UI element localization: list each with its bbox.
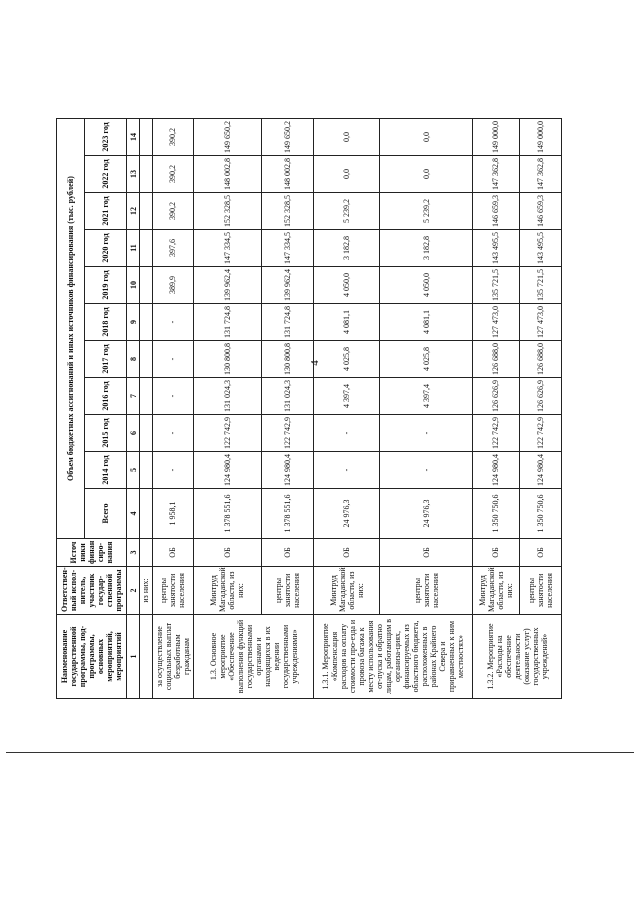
row-value: - [152, 452, 193, 489]
row-name [140, 615, 153, 699]
row-executor: центры занятости населения [152, 567, 193, 615]
row-value: 130 800,8 [193, 341, 261, 378]
row-value: 127 473,0 [519, 304, 561, 341]
row-value [140, 452, 153, 489]
row-value: - [380, 415, 473, 452]
row-value: 397,6 [152, 230, 193, 267]
table-row [261, 118, 314, 698]
row-source: ОБ [519, 539, 561, 567]
header-funding-group: Объем бюджетных ассигнований и иных источников финансирования (тыс. рублей) [57, 118, 85, 538]
row-value: 131 724,8 [261, 304, 314, 341]
row-executor: из них: [140, 567, 153, 615]
row-total: 1 378 551,6 [261, 489, 314, 539]
header-source: Источ ники финан сиро-вания [57, 539, 127, 567]
row-value: 126 626,9 [519, 378, 561, 415]
row-executor: Минтруд Магаданской области, из них: [473, 567, 520, 615]
row-executor: центры занятости населения [261, 567, 314, 615]
row-value: 0,0 [380, 156, 473, 193]
row-value: 3 182,8 [380, 230, 473, 267]
column-number: 7 [127, 378, 140, 415]
table-row [519, 118, 561, 698]
row-total: 24 976,3 [314, 489, 380, 539]
row-value: - [314, 415, 380, 452]
row-value: 147 362,8 [473, 156, 520, 193]
row-value: 0,0 [380, 118, 473, 155]
row-value: 152 328,5 [261, 193, 314, 230]
header-year: 2015 год [85, 415, 127, 452]
row-value: 5 239,2 [314, 193, 380, 230]
row-value: 130 800,8 [261, 341, 314, 378]
row-source: ОБ [473, 539, 520, 567]
header-year: 2019 год [85, 267, 127, 304]
row-value: 147 334,5 [193, 230, 261, 267]
row-value: - [152, 341, 193, 378]
page-number: 4 [308, 360, 321, 366]
table-row [380, 118, 473, 698]
header-year: 2016 год [85, 378, 127, 415]
header-year: 2021 год [85, 193, 127, 230]
row-source: ОБ [380, 539, 473, 567]
row-total: 1 350 750,6 [519, 489, 561, 539]
row-value: 390,2 [152, 118, 193, 155]
row-value: 3 182,8 [314, 230, 380, 267]
row-value [140, 304, 153, 341]
row-value: 135 721,5 [473, 267, 520, 304]
row-source [140, 539, 153, 567]
row-value [140, 378, 153, 415]
row-value: 139 962,4 [261, 267, 314, 304]
row-value: 124 980,4 [193, 452, 261, 489]
row-value: 148 002,8 [193, 156, 261, 193]
row-source: ОБ [193, 539, 261, 567]
row-value: 149 000,0 [519, 118, 561, 155]
row-executor: Минтруд Магаданской области, из них: [193, 567, 261, 615]
column-number: 5 [127, 452, 140, 489]
separator-line [6, 752, 634, 753]
row-value: 389,9 [152, 267, 193, 304]
row-total: 1 378 551,6 [193, 489, 261, 539]
table-row [193, 118, 261, 698]
column-number: 6 [127, 415, 140, 452]
column-number: 12 [127, 193, 140, 230]
column-number: 3 [127, 539, 140, 567]
row-value: 4 081,1 [380, 304, 473, 341]
header-executor: Ответствен-ный испол-нитель, участник государ-ственной программы [57, 567, 127, 615]
row-value: 390,2 [152, 156, 193, 193]
row-value [140, 267, 153, 304]
row-value [140, 341, 153, 378]
row-value: 124 980,4 [261, 452, 314, 489]
table-row [140, 118, 153, 698]
header-year: 2014 год [85, 452, 127, 489]
column-number: 2 [127, 567, 140, 615]
column-number: 10 [127, 267, 140, 304]
row-value: 4 025,8 [380, 341, 473, 378]
row-value: 143 495,5 [519, 230, 561, 267]
header-year: 2023 год [85, 118, 127, 155]
row-value: 4 050,0 [314, 267, 380, 304]
row-value: - [314, 452, 380, 489]
row-value: 127 473,0 [473, 304, 520, 341]
row-value: 4 397,4 [380, 378, 473, 415]
budget-table [56, 118, 562, 699]
header-year: 2020 год [85, 230, 127, 267]
header-year: 2022 год [85, 156, 127, 193]
row-value [140, 415, 153, 452]
row-value: 149 650,2 [193, 118, 261, 155]
row-value [140, 230, 153, 267]
row-executor: центры занятости населения [519, 567, 561, 615]
row-value: 4 050,0 [380, 267, 473, 304]
row-value: 126 688,0 [519, 341, 561, 378]
row-name: 1.3.1. Мероприятие «Компенсация расходов на оплату стоимости про-езда и провоза багажа к месту использования от-пуска и обратно лицам, работающим в организа-циях, финансируемых из областного бюджета, расположенных в районах Крайнего Севера и приравненных к ним местностях» [314, 615, 473, 699]
row-value: 131 724,8 [193, 304, 261, 341]
budget-table-container [56, 119, 562, 699]
row-name: 1.3.2. Мероприятие «Расходы на обеспечение деятельности (оказание услуг) государственных учреждений» [473, 615, 562, 699]
row-value: 149 000,0 [473, 118, 520, 155]
row-value: 0,0 [314, 156, 380, 193]
header-total: Всего [85, 489, 127, 539]
header-name: Наименование государственной программы, под-программы, основных мероприятий, мероприятий [57, 615, 127, 699]
row-value: - [152, 378, 193, 415]
row-source: ОБ [152, 539, 193, 567]
row-value: 5 239,2 [380, 193, 473, 230]
row-value: - [152, 304, 193, 341]
header-year: 2018 год [85, 304, 127, 341]
row-value: 148 002,8 [261, 156, 314, 193]
row-source: ОБ [314, 539, 380, 567]
row-value: 124 980,4 [473, 452, 520, 489]
row-value: 131 024,3 [261, 378, 314, 415]
column-number: 4 [127, 489, 140, 539]
row-executor: центры занятости населения [380, 567, 473, 615]
row-source: ОБ [261, 539, 314, 567]
row-name: 1.3. Основное мероприятие «Обеспечение выполнения функций государственными органами и находящихся в их ведении государственными учреждениями» [193, 615, 314, 699]
column-number: 9 [127, 304, 140, 341]
row-value: 4 397,4 [314, 378, 380, 415]
row-value: 146 659,3 [519, 193, 561, 230]
row-value: - [380, 452, 473, 489]
column-number: 14 [127, 118, 140, 155]
row-total: 1 958,1 [152, 489, 193, 539]
row-value: 124 980,4 [519, 452, 561, 489]
row-value: 131 024,3 [193, 378, 261, 415]
row-executor: Минтруд Магаданской области, из них: [314, 567, 380, 615]
table-row [473, 118, 520, 698]
row-value: - [152, 415, 193, 452]
row-value: 390,2 [152, 193, 193, 230]
row-value: 122 742,9 [519, 415, 561, 452]
row-value: 122 742,9 [261, 415, 314, 452]
row-value: 147 334,5 [261, 230, 314, 267]
column-number: 13 [127, 156, 140, 193]
row-value: 147 362,8 [519, 156, 561, 193]
table-row [152, 118, 193, 698]
table-row [314, 118, 380, 698]
row-value: 126 688,0 [473, 341, 520, 378]
row-value: 4 025,8 [314, 341, 380, 378]
row-value: 143 495,5 [473, 230, 520, 267]
column-number: 1 [127, 615, 140, 699]
row-value: 122 742,9 [193, 415, 261, 452]
row-value [140, 118, 153, 155]
row-value: 135 721,5 [519, 267, 561, 304]
column-number: 8 [127, 341, 140, 378]
header-year: 2017 год [85, 341, 127, 378]
row-value [140, 156, 153, 193]
row-value [140, 193, 153, 230]
row-value: 122 742,9 [473, 415, 520, 452]
row-value: 0,0 [314, 118, 380, 155]
row-total [140, 489, 153, 539]
row-value: 4 081,1 [314, 304, 380, 341]
row-value: 146 659,3 [473, 193, 520, 230]
row-value: 139 962,4 [193, 267, 261, 304]
column-number: 11 [127, 230, 140, 267]
row-value: 152 328,5 [193, 193, 261, 230]
row-total: 24 976,3 [380, 489, 473, 539]
row-total: 1 350 750,6 [473, 489, 520, 539]
row-value: 149 650,2 [261, 118, 314, 155]
row-name: за осуществление социальных выплат безработным гражданам [152, 615, 193, 699]
row-value: 126 626,9 [473, 378, 520, 415]
